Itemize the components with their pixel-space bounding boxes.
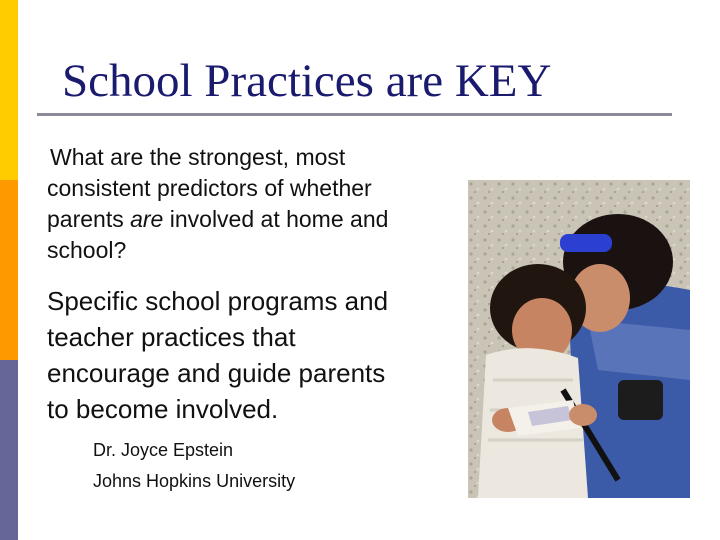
answer-line-2: teacher practices that (47, 322, 296, 352)
question-emphasis: are (130, 206, 164, 232)
answer-line-1: Specific school programs and (47, 286, 389, 316)
accent-bar-orange (0, 180, 18, 360)
question-line-2: consistent predictors of whether (47, 175, 372, 201)
question-line-3-end: involved at home and (163, 206, 389, 232)
slide-title: School Practices are KEY (62, 55, 552, 107)
question-line-3-start: parents (47, 206, 131, 232)
question-line-1: What are the strongest, most (50, 144, 346, 170)
answer-text (47, 283, 467, 427)
question-line-4: school? (47, 237, 127, 263)
question-line-3 (47, 204, 457, 235)
accent-bar-purple (0, 360, 18, 540)
accent-bar-yellow (0, 0, 18, 180)
answer-line-4: to become involved. (47, 394, 279, 424)
students-reading-photo (468, 180, 690, 498)
attribution-name: Dr. Joyce Epstein (93, 440, 234, 460)
question-text (47, 142, 457, 266)
answer-line-3: encourage and guide parents (47, 358, 386, 388)
title-underline (37, 113, 672, 116)
attribution-organization: Johns Hopkins University (93, 471, 296, 491)
